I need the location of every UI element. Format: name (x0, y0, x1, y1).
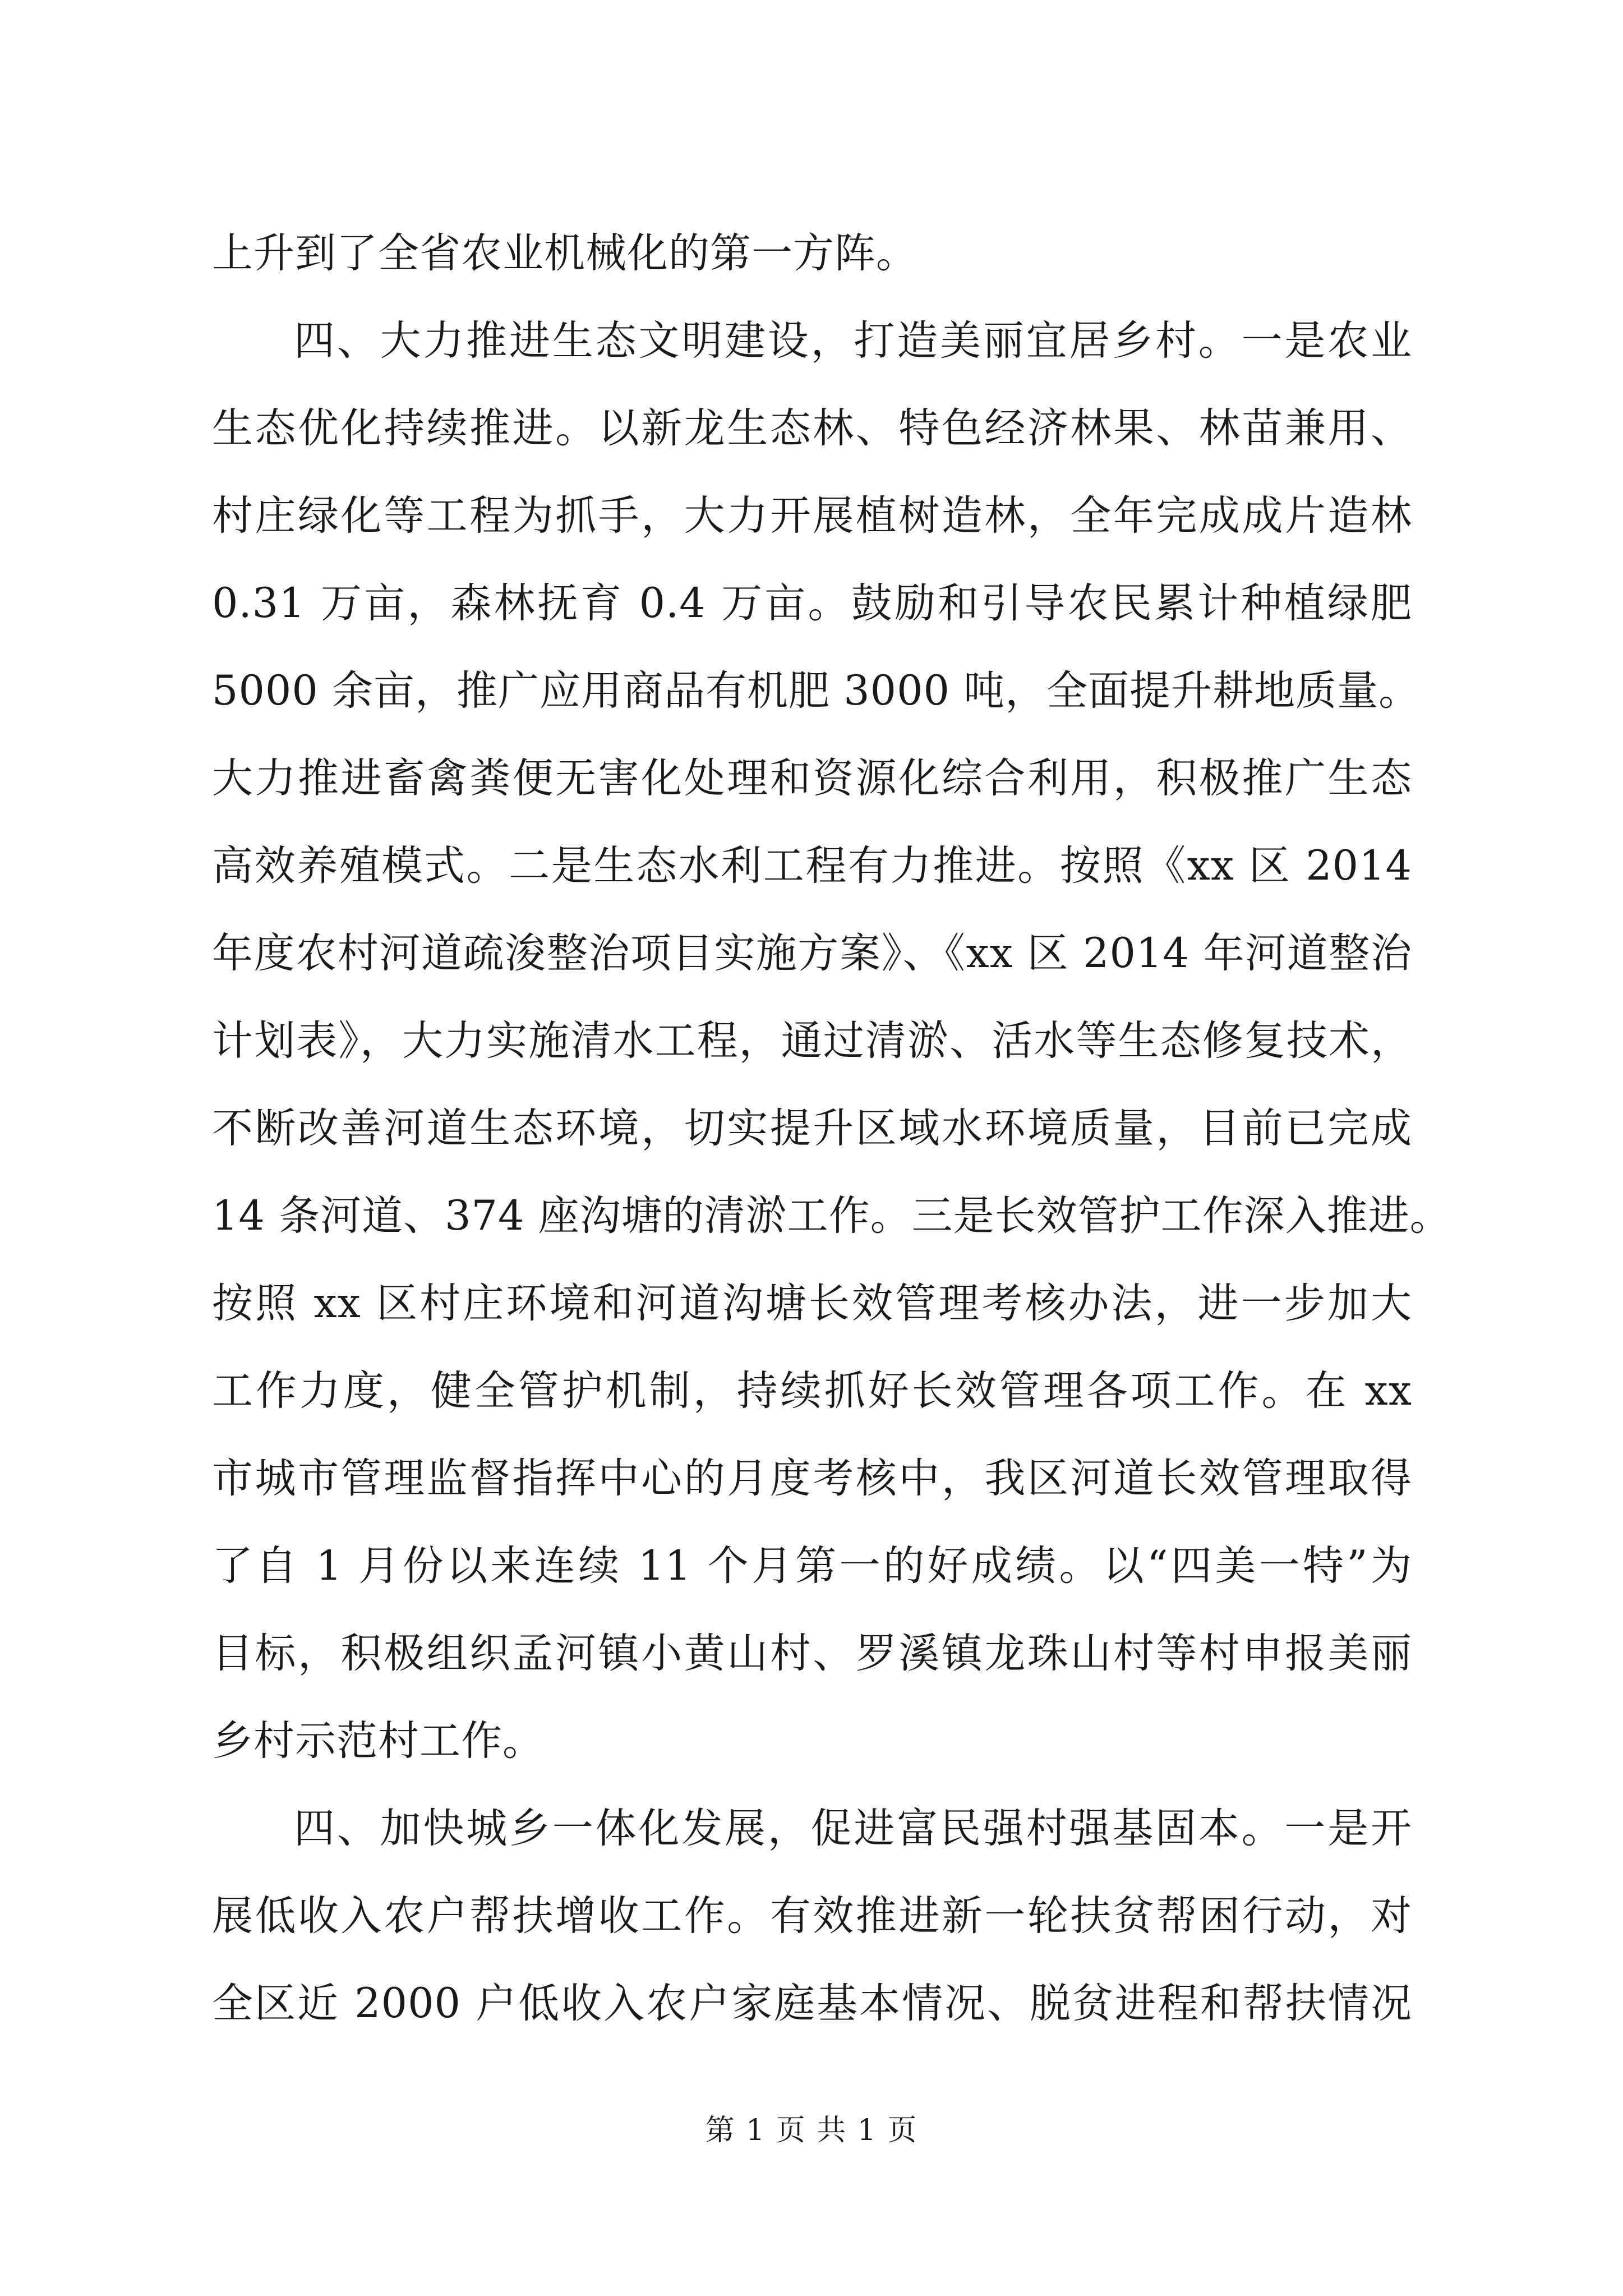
paragraph-line: 展低收入农户帮扶增收工作。有效推进新一轮扶贫帮困行动，对 (212, 1892, 1412, 1940)
paragraph-line: 全区近 2000 户低收入农户家庭基本情况、脱贫进程和帮扶情况 (212, 1980, 1412, 2027)
paragraph-line: 四、大力推进生态文明建设，打造美丽宜居乡村。一是农业 (294, 317, 1412, 365)
paragraph-line: 不断改善河道生态环境，切实提升区域水环境质量，目前已完成 (212, 1105, 1412, 1152)
paragraph-line: 了自 1 月份以来连续 11 个月第一的好成绩。以“四美一特”为 (212, 1542, 1412, 1590)
paragraph-line: 四、加快城乡一体化发展，促进富民强村强基固本。一是开 (294, 1805, 1412, 1852)
page-footer (0, 2106, 1623, 2148)
paragraph-line: 大力推进畜禽粪便无害化处理和资源化综合利用，积极推广生态 (212, 754, 1412, 802)
paragraph-line: 目标，积极组织孟河镇小黄山村、罗溪镇龙珠山村等村申报美丽 (212, 1630, 1412, 1677)
document-body (212, 210, 1451, 2047)
paragraph-line: 生态优化持续推进。以新龙生态林、特色经济林果、林苗兼用、 (212, 404, 1412, 452)
paragraph-line: 工作力度，健全管护机制，持续抓好长效管理各项工作。在 xx (212, 1367, 1412, 1415)
paragraph-line: 村庄绿化等工程为抓手，大力开展植树造林，全年完成成片造林 (212, 492, 1412, 540)
paragraph-line: 年度农村河道疏浚整治项目实施方案》、《xx 区 2014 年河道整治 (212, 930, 1412, 977)
paragraph-line: 14 条河道、374 座沟塘的清淤工作。三是长效管护工作深入推进。 (212, 1192, 1451, 1240)
paragraph-line: 乡村示范村工作。 (212, 1717, 544, 1765)
paragraph-line: 0.31 万亩，森林抚育 0.4 万亩。鼓励和引导农民累计种植绿肥 (212, 579, 1412, 627)
paragraph-line: 计划表》，大力实施清水工程，通过清淤、活水等生态修复技术， (212, 1017, 1412, 1065)
paragraph-line: 市城市管理监督指挥中心的月度考核中，我区河道长效管理取得 (212, 1455, 1412, 1502)
paragraph-line: 高效养殖模式。二是生态水利工程有力推进。按照《xx 区 2014 (212, 842, 1412, 890)
paragraph-line: 按照 xx 区村庄环境和河道沟塘长效管理考核办法，进一步加大 (212, 1280, 1412, 1327)
paragraph-line: 5000 余亩，推广应用商品有机肥 3000 吨，全面提升耕地质量。 (212, 667, 1421, 715)
page-number-label: 第 1 页 共 1 页 (705, 2114, 918, 2147)
paragraph-line: 上升到了全省农业机械化的第一方阵。 (212, 229, 917, 277)
